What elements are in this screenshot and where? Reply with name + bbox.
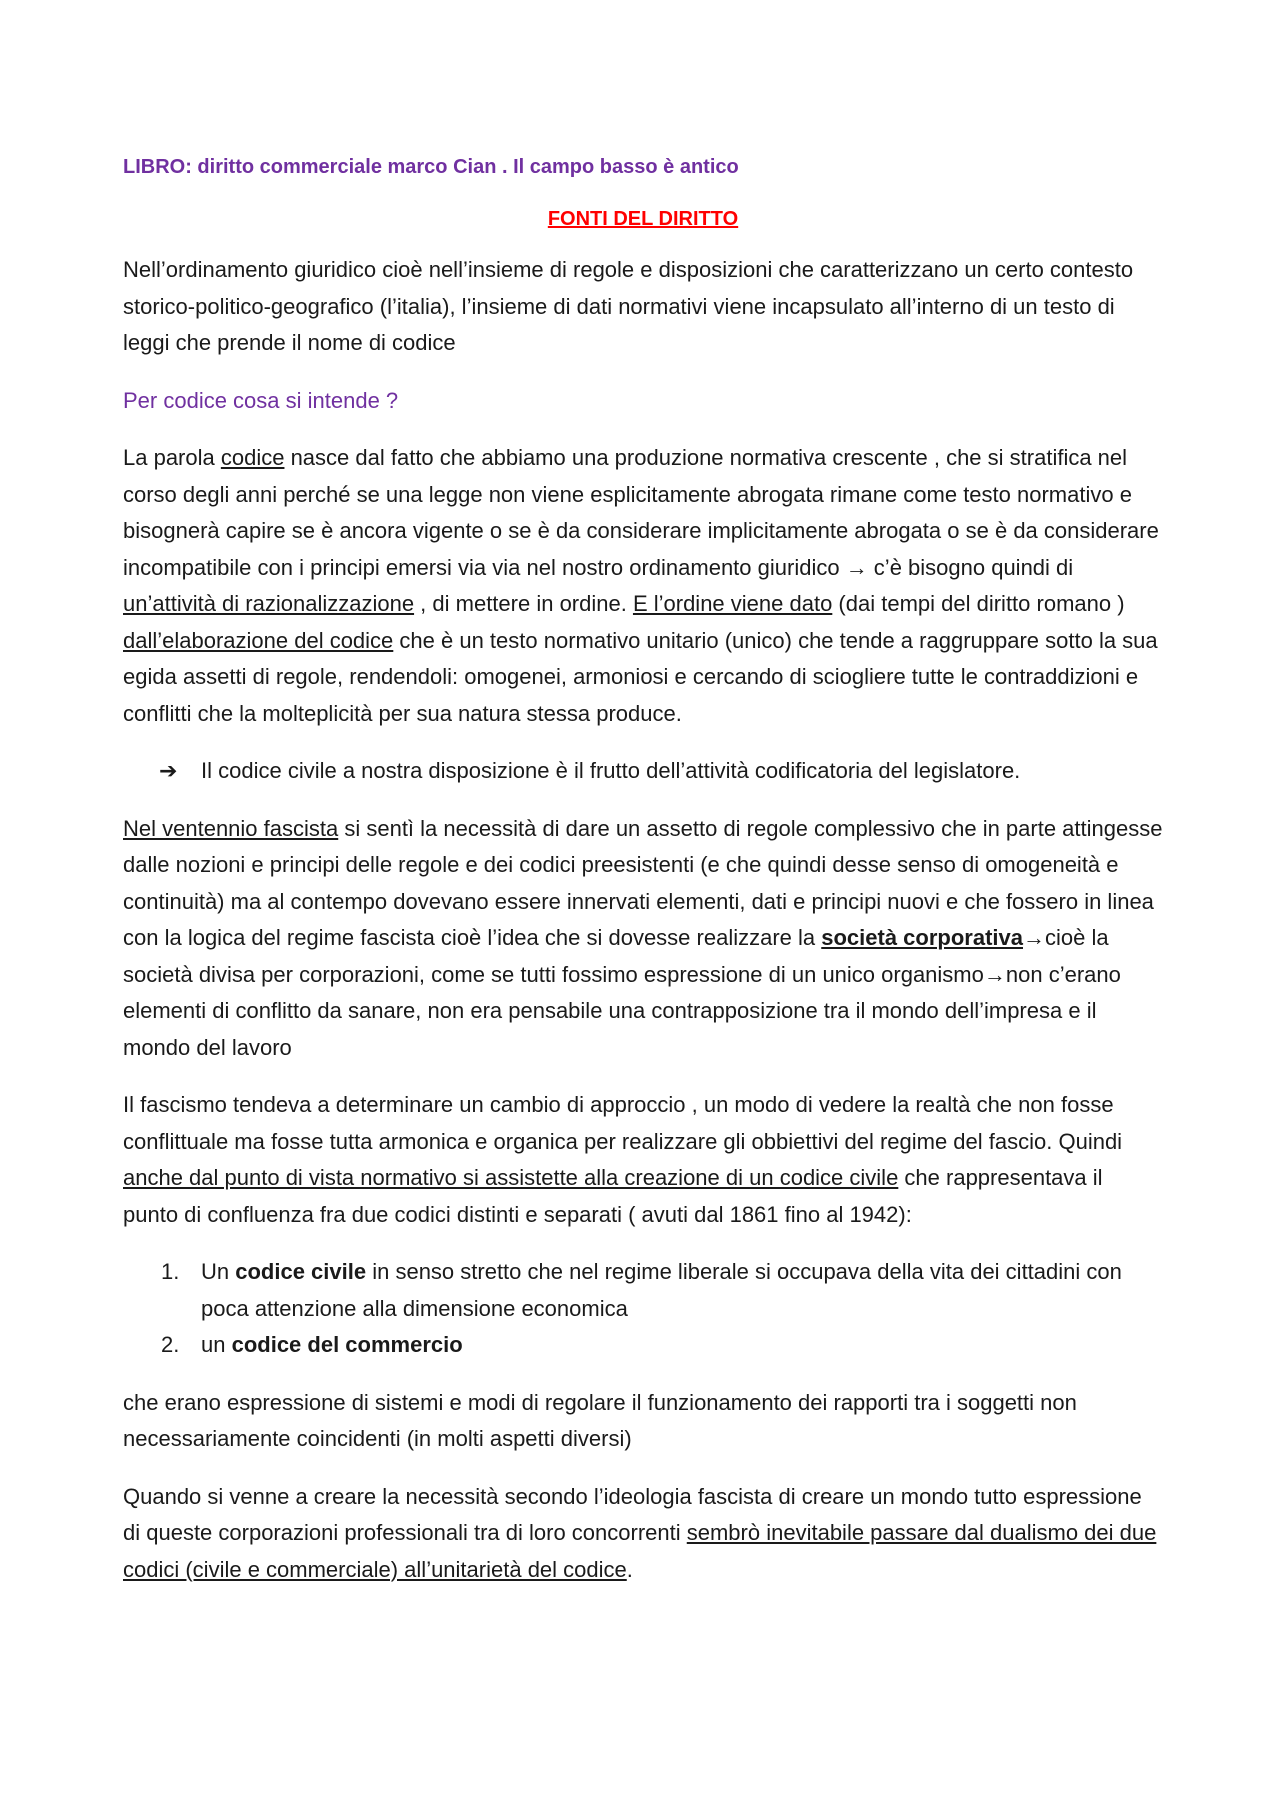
text-run: che rappresentava il punto di confluenza fra due codici distinti e separati ( avuti dal 1861 fino al 1942): [123, 1165, 1103, 1227]
title-wrap [123, 204, 1163, 234]
text-run: (dai tempi del diritto romano ) [832, 591, 1125, 616]
text-run: Quando si venne a creare la necessità secondo l’ideologia fascista di creare un mondo tutto espressione di queste corporazioni professionali tra di loro concorrenti [123, 1483, 1142, 1545]
paragraph-espressione: che erano espressione di sistemi e modi di regolare il funzionamento dei rapporti tra i soggetti non necessariamente coincidenti (in molti aspetti diversi) [123, 1389, 1077, 1451]
text-run: nasce dal fatto che abbiamo una produzione normativa crescente , che si stratifica nel corso degli anni perché se una legge non viene esplicitamente abrogata rimane come testo normativo e bisognerà capire se è ancora vigente o se è da considerare implicitamente abrogata o se è da considerare incompatibile con i principi emersi via via nel nostro ordinamento giuridico [123, 445, 1159, 580]
list-item [123, 1254, 1163, 1327]
arrow-bullet-icon: ➔ [159, 758, 178, 783]
list-term: codice del commercio [231, 1332, 463, 1357]
paragraph-intro: Nell’ordinamento giuridico cioè nell’insieme di regole e disposizioni che caratterizzano un certo contesto storico-politico-geografico (l’italia), l’insieme di dati normativi viene incapsulato all’interno di un testo di leggi che prende il nome di codice [123, 257, 1134, 355]
term-societa-corporativa: società corporativa [821, 925, 1023, 950]
paragraph-fascismo [123, 1087, 1163, 1233]
paragraph-quando [123, 1479, 1163, 1589]
term-ordine: E l’ordine viene dato [632, 591, 833, 616]
text-run: che è un testo normativo unitario (unico) che tende a raggruppare sotto la sua egida assetti di regole, rendendoli: omogenei, armoniosi e cercando di sciogliere tutte le contraddizioni e conflitti che la molteplicità per sua natura stessa produce. [123, 627, 1158, 726]
arrow-icon: → [845, 554, 868, 580]
paragraph-ventennio [123, 811, 1163, 1067]
text-run: un [201, 1332, 232, 1357]
term-codice: codice [220, 445, 285, 470]
list-term: codice civile [235, 1259, 367, 1284]
text-run: non c’erano elementi di conflitto da sanare, non era pensabile una contrapposizione tra il mondo dell’impresa e il mondo del lavoro [123, 961, 1121, 1060]
text-run: , di mettere in ordine. [414, 591, 633, 616]
list-item [123, 1327, 1163, 1364]
text-run: si sentì la necessità di dare un assetto di regole complessivo che in parte attingesse dalle nozioni e principi delle regole e dei codici preesistenti (e che quindi desse senso di omogeneità e continuità) ma al contempo dovevano essere innervati elementi, dati e principi nuovi e che fossero in linea con la logica del regime fascista cioè l’idea che si dovesse realizzare la [123, 815, 1163, 950]
list-number: 2. [161, 1332, 180, 1357]
list-text [201, 1254, 1163, 1327]
term-elaborazione: dall’elaborazione del codice [123, 627, 394, 653]
term-normativo: anche dal punto di vista normativo si assistette alla creazione di un codice civile [123, 1165, 899, 1190]
text-run: Il fascismo tendeva a determinare un cambio di approccio , un modo di vedere la realtà che non fosse conflittuale ma fosse tutta armonica e organica per realizzare gli obbiettivi del regime del fascio. Quindi [123, 1092, 1123, 1154]
text-run: Un [201, 1259, 236, 1284]
arrow-icon: → [1023, 925, 1045, 950]
arrow-icon: → [983, 961, 1006, 987]
term-dualismo: sembrò inevitabile passare dal dualismo dei due codici (civile e commerciale) all’unitarietà del codice [123, 1520, 1157, 1582]
text-run: La parola [123, 445, 221, 470]
text-run: in senso stretto che nel regime liberale si occupava della vita dei cittadini con poca attenzione alla dimensione economica [201, 1259, 1122, 1321]
list-number: 1. [161, 1259, 180, 1284]
page-title: FONTI DEL DIRITTO [547, 208, 739, 230]
bullet-item [123, 753, 1163, 790]
bullet-text: Il codice civile a nostra disposizione è il frutto dell’attività codificatoria del legislatore. [201, 758, 1021, 783]
book-subtitle: LIBRO: diritto commerciale marco Cian . Il campo basso è antico [123, 156, 739, 178]
paragraph-codice [123, 440, 1163, 732]
text-run: . [626, 1556, 633, 1582]
codes-list [123, 1254, 1163, 1364]
text-run: cioè la società divisa per corporazioni, come se tutti fossimo espressione di un unico organismo [123, 925, 1109, 987]
term-razionalizzazione: un’attività di razionalizzazione [123, 591, 415, 616]
question-heading: Per codice cosa si intende ? [123, 387, 399, 413]
term-ventennio: Nel ventennio fascista [123, 815, 339, 841]
text-run: c’è bisogno quindi di [867, 554, 1074, 580]
list-text [201, 1327, 1163, 1364]
